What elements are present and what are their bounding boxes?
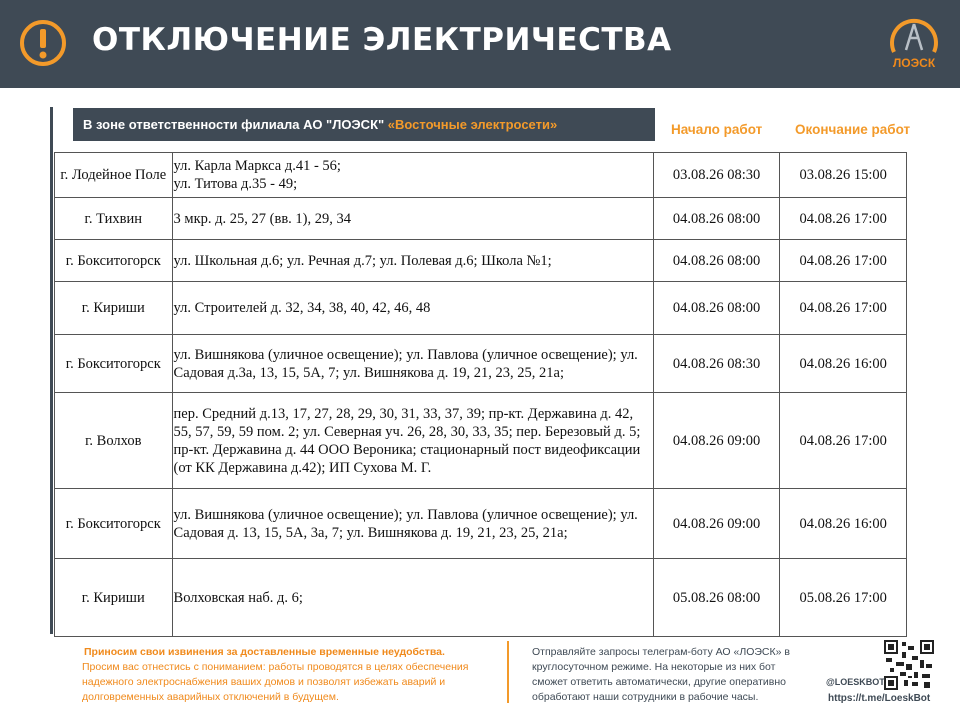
start-time-cell: 04.08.26 09:00 [653,393,780,489]
logo-text: ЛОЭСК [892,56,936,70]
end-time-cell: 05.08.26 17:00 [780,559,907,637]
table-row [55,559,907,637]
start-time-cell: 04.08.26 08:30 [653,335,780,393]
address-cell: Волховская наб. д. 6; [172,559,653,637]
end-time-cell: 04.08.26 17:00 [780,393,907,489]
table-row [55,153,907,198]
table-row [55,335,907,393]
branch-prefix: В зоне ответственности филиала АО "ЛОЭСК" [83,117,388,132]
page-title: ОТКЛЮЧЕНИЕ ЭЛЕКТРИЧЕСТВА [92,22,672,58]
start-time-cell: 05.08.26 08:00 [653,559,780,637]
end-time-cell: 04.08.26 17:00 [780,240,907,282]
city-cell: г. Лодейное Поле [55,153,173,198]
address-cell: ул. Школьная д.6; ул. Речная д.7; ул. Полевая д.6; Школа №1; [172,240,653,282]
address-cell: 3 мкр. д. 25, 27 (вв. 1), 29, 34 [172,198,653,240]
table-row [55,240,907,282]
apology-notice [82,645,502,705]
table-row [55,393,907,489]
left-accent-bar [50,107,53,634]
city-cell: г. Бокситогорск [55,240,173,282]
end-time-cell: 04.08.26 17:00 [780,198,907,240]
table-row [55,489,907,559]
apology-body: Просим вас отнестись с пониманием: работы проводятся в целях обеспечения надежного электроснабжения ваших домов и позволят избежать аварий и долговременных аварийных отключений в будущем. [82,661,469,703]
apology-title: Приносим свои извинения за доставленные временные неудобства. [84,646,445,658]
table-row [55,198,907,240]
header-banner [0,0,960,88]
footer-divider [507,641,509,703]
city-cell: г. Волхов [55,393,173,489]
address-cell: пер. Средний д.13, 17, 27, 28, 29, 30, 31, 33, 37, 39; пр-кт. Державина д. 42, 55, 57, 59, 59 пом. 2; ул. Северная уч. 26, 28, 30, 33, 35; пер. Березовый д. 5; пр-кт. Державина д. 44 ООО Вероника; стационарный пост видеофиксации (от КК Державина д.42); ИП Сухова М. Г. [172,393,653,489]
bot-handle: @LOESKBOT [826,677,885,687]
end-time-cell: 04.08.26 16:00 [780,335,907,393]
start-time-cell: 03.08.26 08:30 [653,153,780,198]
table-row [55,282,907,335]
column-header-end: Окончание работ [795,122,911,137]
end-time-cell: 04.08.26 16:00 [780,489,907,559]
address-cell: ул. Строителей д. 32, 34, 38, 40, 42, 46, 48 [172,282,653,335]
start-time-cell: 04.08.26 08:00 [653,240,780,282]
qr-code-icon[interactable] [884,640,934,690]
address-cell: ул. Вишнякова (уличное освещение); ул. Павлова (уличное освещение); ул. Садовая д.3а, 13, 15, 5А, 7; ул. Вишнякова д. 19, 21, 23, 25, 21а; [172,335,653,393]
address-cell: ул. Карла Маркса д.41 - 56; ул. Титова д.35 - 49; [172,153,653,198]
city-cell: г. Кириши [55,282,173,335]
bot-link[interactable]: https://t.me/LoeskBot [828,693,931,704]
column-header-start: Начало работ [671,122,763,137]
branch-name: «Восточные электросети» [387,117,558,132]
end-time-cell: 03.08.26 15:00 [780,153,907,198]
branch-banner [73,108,655,141]
start-time-cell: 04.08.26 09:00 [653,489,780,559]
city-cell: г. Кириши [55,559,173,637]
outage-schedule-table [54,152,907,637]
start-time-cell: 04.08.26 08:00 [653,198,780,240]
bot-notice: Отправляйте запросы телеграм-боту АО «ЛОЭСК» в круглосуточном режиме. На некоторые из них бот сможет ответить автоматически, другие оперативно обработают наши сотрудники в рабочие часы. [532,646,790,703]
city-cell: г. Бокситогорск [55,489,173,559]
end-time-cell: 04.08.26 17:00 [780,282,907,335]
start-time-cell: 04.08.26 08:00 [653,282,780,335]
city-cell: г. Тихвин [55,198,173,240]
exclamation-circle-icon [19,19,67,67]
address-cell: ул. Вишнякова (уличное освещение); ул. Павлова (уличное освещение); ул. Садовая д. 13, 15, 5А, 3а, 7; ул. Вишнякова д. 19, 21, 23, 25, 21а; [172,489,653,559]
city-cell: г. Бокситогорск [55,335,173,393]
